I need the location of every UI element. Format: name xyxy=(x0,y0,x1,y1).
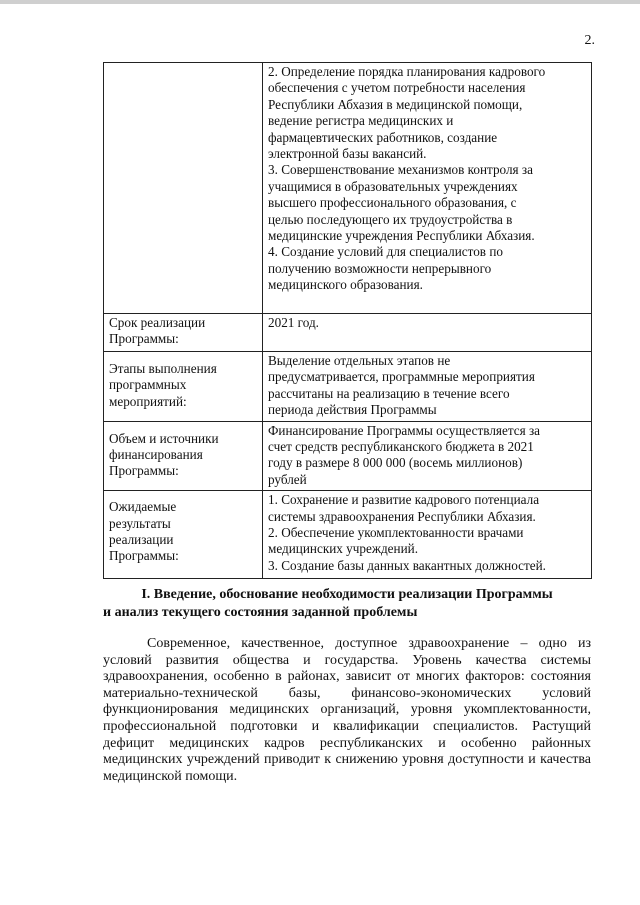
row-label-cell xyxy=(104,314,263,352)
program-passport-table xyxy=(103,62,592,579)
section-heading xyxy=(103,586,591,622)
row-value-cell xyxy=(263,63,592,314)
body-paragraph: Современное, качественное, доступное здравоохранение – одно из условий развития общества и государства. Уровень качества системы здравоохранения, особенно в районах, зависит от многих факторов: состояния материально-технической базы, финансово-экономических условий функционирования медицинских организаций, уровня укомплектованности, профессиональной подготовки и квалификации специалистов. Растущий дефицит медицинских кадров республиканских и особенно районных медицинских учреждений приводит к снижению уровня доступности и качества медицинской помощи. xyxy=(103,636,591,784)
value-line: 3. Создание базы данных вакантных должностей. xyxy=(268,557,546,573)
label-line: программных xyxy=(109,377,187,393)
label-line: реализации xyxy=(109,532,174,548)
table-row xyxy=(104,352,592,422)
value-line: 2. Обеспечение укомплектованности врачами xyxy=(268,525,524,541)
value-line: медицинских учреждений. xyxy=(268,541,418,557)
row-label-cell xyxy=(104,421,263,491)
value-line: электронной базы вакансий. xyxy=(268,146,427,162)
label-line: мероприятий: xyxy=(109,393,187,409)
value-line: рублей xyxy=(268,471,307,487)
section-heading-line: I. Введение, обоснование необходимости реализации Программы xyxy=(141,587,553,602)
value-line: системы здравоохранения Республики Абхазия. xyxy=(268,508,536,524)
label-line: Программы: xyxy=(109,463,179,479)
row-value-cell xyxy=(263,352,592,422)
table-row xyxy=(104,491,592,579)
table-row xyxy=(104,314,592,352)
value-line: высшего профессионального образования, с xyxy=(268,195,517,211)
value-line: периода действия Программы xyxy=(268,402,437,418)
value-line: 2021 год. xyxy=(268,315,319,330)
value-line: фармацевтических работников, создание xyxy=(268,129,498,145)
value-line: рассчитаны на реализацию в течение всего xyxy=(268,385,510,401)
label-line: результаты xyxy=(109,515,171,531)
value-line: 3. Совершенствование механизмов контроля за xyxy=(268,162,533,178)
label-line: Срок реализации xyxy=(109,315,206,330)
row-label-cell xyxy=(104,491,263,579)
value-line: обеспечения с учетом потребности населения xyxy=(268,80,526,96)
scan-top-edge xyxy=(0,0,640,4)
row-value-cell xyxy=(263,491,592,579)
value-line: учащимися в образовательных учреждениях xyxy=(268,178,518,194)
value-line: медицинского образования. xyxy=(268,277,423,293)
row-value-cell xyxy=(263,421,592,491)
label-line: Программы: xyxy=(109,548,179,564)
label-line: финансирования xyxy=(109,447,203,463)
row-value-cell xyxy=(263,314,592,352)
table-row xyxy=(104,63,592,314)
value-line: получению возможности непрерывного xyxy=(268,260,492,276)
value-line: 1. Сохранение и развитие кадрового потенциала xyxy=(268,492,540,508)
table-row xyxy=(104,421,592,491)
value-line: медицинские учреждения Республики Абхазия. xyxy=(268,228,535,244)
label-line: Программы: xyxy=(109,331,179,347)
row-label-cell xyxy=(104,352,263,422)
value-line: предусматривается, программные мероприятия xyxy=(268,369,535,385)
label-line: Объем и источники xyxy=(109,430,219,446)
label-line: Ожидаемые xyxy=(109,499,177,515)
value-line: Республики Абхазия в медицинской помощи, xyxy=(268,96,523,112)
value-line: целью последующего их трудоустройства в xyxy=(268,211,513,227)
body-paragraph-block xyxy=(103,636,591,785)
value-line: 4. Создание условий для специалистов по xyxy=(268,244,503,260)
value-line: Выделение отдельных этапов не xyxy=(268,353,451,368)
value-line: году в размере 8 000 000 (восемь миллионов) xyxy=(268,455,523,471)
value-line: 2. Определение порядка планирования кадрового xyxy=(268,64,546,79)
value-line: счет средств республиканского бюджета в 2021 xyxy=(268,439,534,455)
value-line: ведение регистра медицинских и xyxy=(268,113,454,129)
section-heading-line: и анализ текущего состояния заданной проблемы xyxy=(103,605,418,620)
page-number: 2. xyxy=(584,33,595,48)
row-label-cell xyxy=(104,63,263,314)
value-line: Финансирование Программы осуществляется за xyxy=(268,422,541,438)
label-line: Этапы выполнения xyxy=(109,361,217,376)
